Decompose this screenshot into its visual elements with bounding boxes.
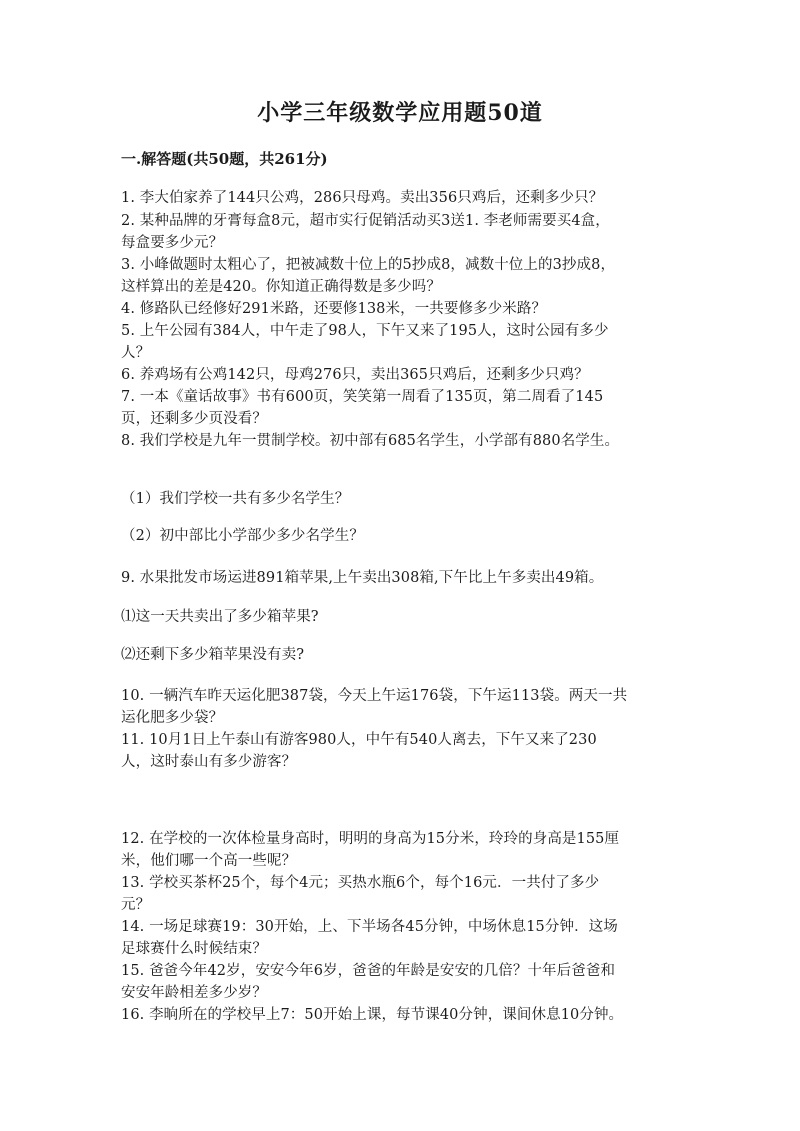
text-line: 8. 我们学校是九年一贯制学校。初中部有685名学生，小学部有880名学生。 [121, 433, 620, 449]
text-line: 人，这时泰山有多少游客？ [121, 754, 297, 770]
text-line: 14. 一场足球赛19：30开始，上、下半场各45分钟，中场休息15分钟．这场 [121, 919, 618, 935]
sub-question: （1）我们学校一共有多少名学生？ [121, 491, 350, 507]
text-line: 4. 修路队已经修好291米路，还要修138米，一共要修多少米路？ [121, 301, 547, 317]
text-line: 3. 小峰做题时太粗心了，把被减数十位上的5抄成8，减数十位上的3抄成8， [121, 257, 616, 273]
text-line: 11. 10月1日上午泰山有游客980人，中午有540人离去，下午又来了230 [121, 732, 597, 748]
text-line: 16. 李晌所在的学校早上7：50开始上课，每节课40分钟，课间休息10分钟。 [121, 1007, 624, 1023]
text-line: 5. 上午公园有384人，中午走了98人，下午又来了195人，这时公园有多少 [121, 323, 609, 339]
text-line: 足球赛什么时候结束？ [121, 941, 267, 957]
sub-question: ⑴这一天共卖出了多少箱苹果? [121, 609, 319, 625]
text-line: 10. 一辆汽车昨天运化肥387袋，今天上午运176袋，下午运113袋。两天一共 [121, 688, 628, 704]
section-heading: 一.解答题(共50题，共261分) [121, 150, 328, 168]
text-line: 这样算出的差是420。你知道正确得数是多少吗？ [121, 279, 441, 295]
text-line: 米，他们哪一个高一些呢？ [121, 853, 297, 869]
text-line: 2. 某种品牌的牙膏每盒8元，超市实行促销活动买3送1. 李老师需要买4盒， [121, 213, 610, 229]
text-line: 12. 在学校的一次体检量身高时，明明的身高为15分米，玲玲的身高是155厘 [121, 831, 620, 847]
text-line: 元？ [121, 897, 151, 913]
text-line: 人？ [121, 345, 151, 361]
sub-question: ⑵还剩下多少箱苹果没有卖? [121, 647, 305, 663]
document-title: 小学三年级数学应用题50道 [257, 100, 543, 126]
text-line: 1. 李大伯家养了144只公鸡，286只母鸡。卖出356只鸡后，还剩多少只？ [121, 190, 604, 206]
text-line: 9. 水果批发市场运进891箱苹果,上午卖出308箱,下午比上午多卖出49箱。 [121, 570, 604, 586]
text-line: 13. 学校买茶杯25个，每个4元；买热水瓶6个，每个16元．一共付了多少 [121, 875, 600, 891]
text-line: 7. 一本《童话故事》书有600页，笑笑第一周看了135页，第二周看了145 [121, 389, 604, 405]
text-line: 每盒要多少元？ [121, 235, 224, 251]
sub-question: （2）初中部比小学部少多少名学生？ [121, 528, 364, 544]
text-line: 页，还剩多少页没看？ [121, 411, 267, 427]
text-line: 15. 爸爸今年42岁，安安今年6岁，爸爸的年龄是安安的几倍？十年后爸爸和 [121, 963, 616, 979]
text-line: 安安年龄相差多少岁？ [121, 985, 267, 1001]
text-line: 6. 养鸡场有公鸡142只，母鸡276只，卖出365只鸡后，还剩多少只鸡？ [121, 367, 589, 383]
text-line: 运化肥多少袋？ [121, 710, 224, 726]
